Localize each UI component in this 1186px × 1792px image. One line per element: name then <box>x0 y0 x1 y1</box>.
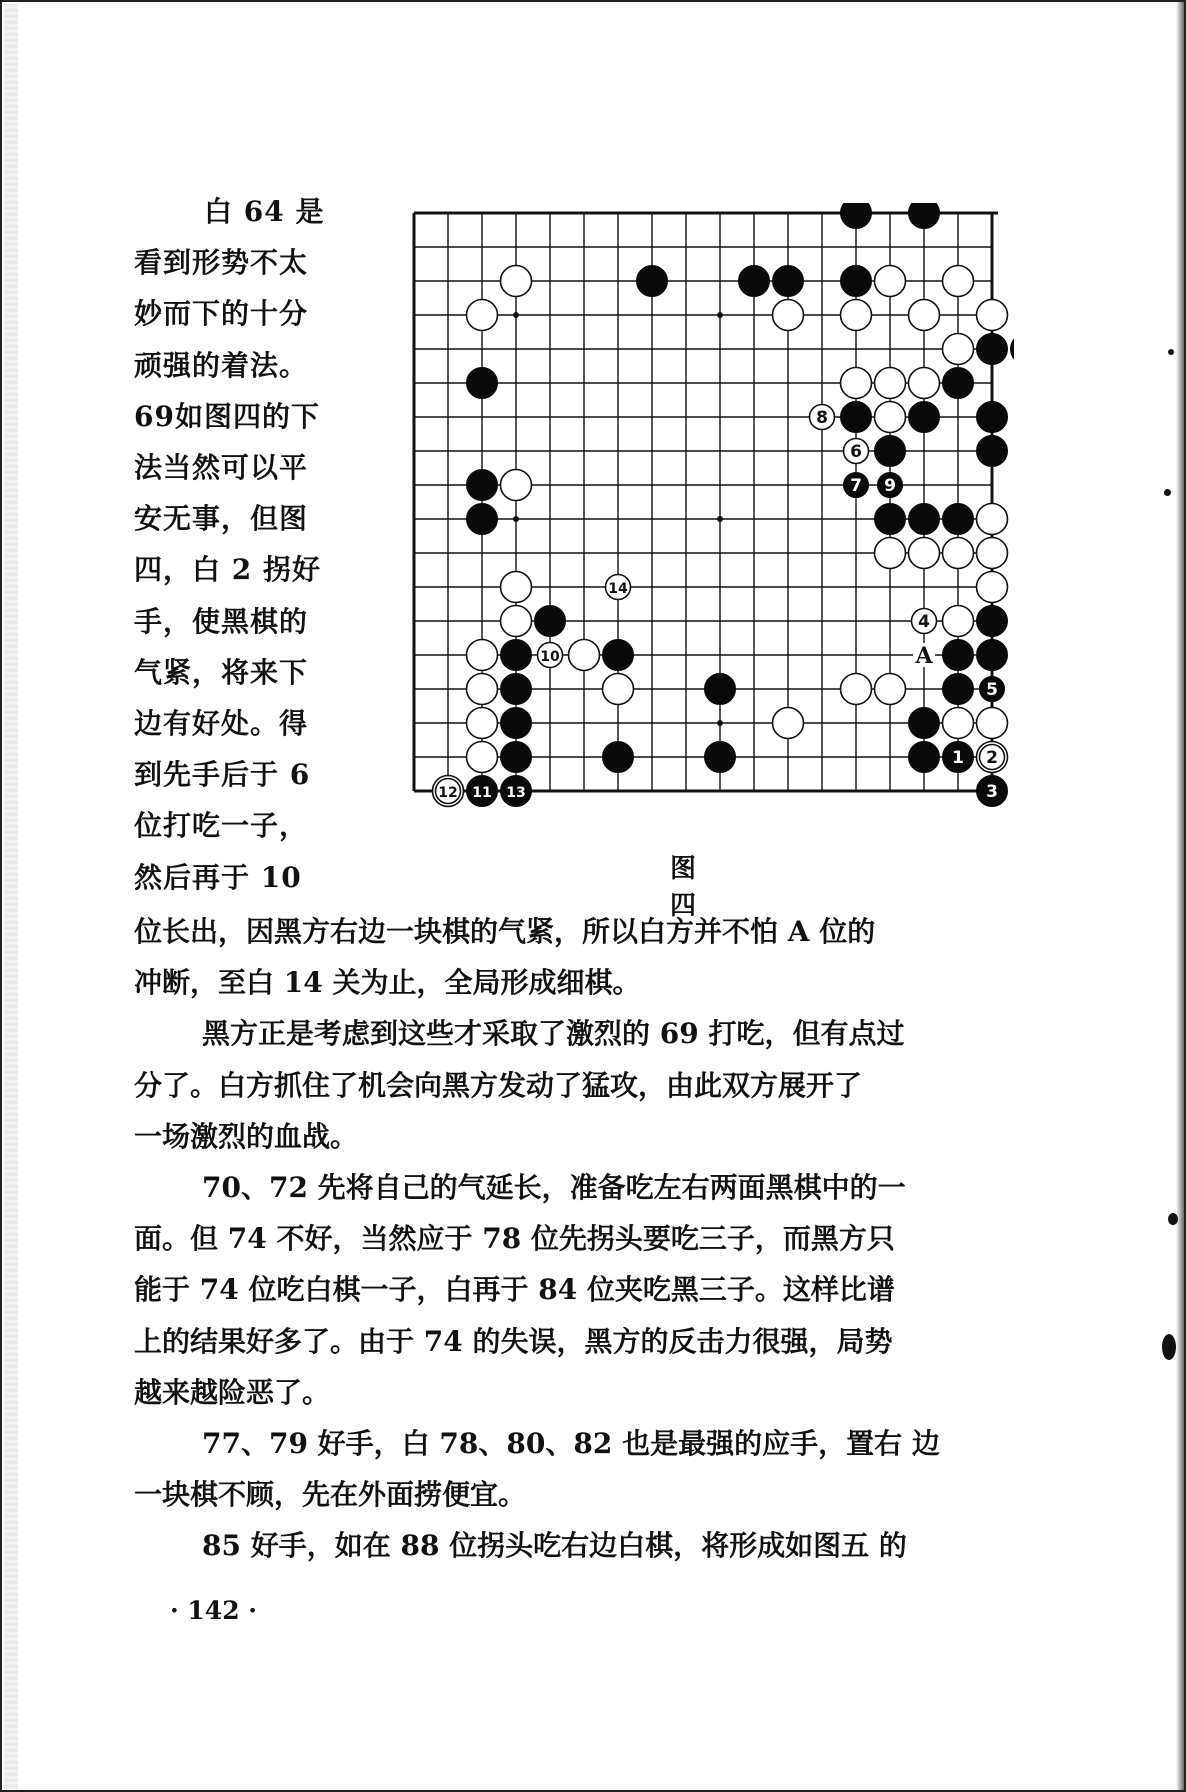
white-stone <box>909 368 940 399</box>
body-line: 越来越险恶了。 <box>134 1375 331 1409</box>
white-stone <box>467 674 498 705</box>
numbered-white-stone-label: 4 <box>918 612 930 632</box>
black-stone <box>603 640 634 671</box>
body-line: 85 好手，如在 88 位拐头吃右边白棋，将形成如图五 的 <box>202 1529 907 1563</box>
body-line: 一块棋不顾，先在外面捞便宜。 <box>134 1478 527 1512</box>
white-stone <box>501 470 532 501</box>
side-text-line: 顽强的着法。 <box>134 348 309 382</box>
numbered-white-stone-label: 8 <box>816 408 828 428</box>
black-stone <box>501 674 532 705</box>
white-stone <box>977 504 1008 535</box>
scan-speck <box>1164 489 1171 496</box>
black-stone <box>467 470 498 501</box>
white-stone <box>875 266 906 297</box>
white-stone <box>467 742 498 773</box>
black-stone <box>535 606 566 637</box>
star-point <box>513 516 519 522</box>
black-stone <box>943 674 974 705</box>
figure-caption: 图 四 <box>669 854 712 921</box>
side-text-line: 位打吃一子， <box>134 809 309 843</box>
side-text-line: 看到形势不太 <box>134 246 309 280</box>
page-number: · 142 · <box>170 1596 257 1625</box>
black-stone <box>943 368 974 399</box>
white-stone <box>909 538 940 569</box>
white-stone <box>875 368 906 399</box>
black-stone <box>467 504 498 535</box>
go-board-figure <box>386 203 1014 823</box>
black-stone <box>909 708 940 739</box>
white-stone <box>773 708 804 739</box>
black-stone <box>943 504 974 535</box>
body-line: 上的结果好多了。由于 74 的失误，黑方的反击力很强，局势 <box>134 1324 893 1358</box>
black-stone <box>943 640 974 671</box>
black-stone <box>841 203 872 229</box>
black-stone <box>909 742 940 773</box>
white-stone <box>841 300 872 331</box>
star-point <box>717 516 723 522</box>
white-stone <box>569 640 600 671</box>
white-stone <box>773 300 804 331</box>
body-line: 能于 74 位吃白棋一子，白再于 84 位夹吃黑三子。这样比谱 <box>134 1273 895 1307</box>
white-stone <box>467 708 498 739</box>
white-stone <box>501 266 532 297</box>
scan-speck <box>1168 1213 1178 1225</box>
side-text-line: 气紧，将来下 <box>134 655 309 689</box>
star-point <box>717 312 723 318</box>
body-line: 冲断，至白 14 关为止，全局形成细棋。 <box>134 966 641 1000</box>
black-stone <box>705 674 736 705</box>
white-stone <box>943 538 974 569</box>
black-stone <box>909 203 940 229</box>
numbered-black-stone-label: 3 <box>986 782 998 802</box>
white-stone <box>943 606 974 637</box>
numbered-white-stone-label: 2 <box>986 748 998 768</box>
side-text-line: 白 64 是 <box>204 195 325 228</box>
side-text-line: 手，使黑棋的 <box>134 604 309 638</box>
side-text-line: 法当然可以平 <box>134 451 309 485</box>
black-stone <box>977 436 1008 467</box>
numbered-black-stone-label: 11 <box>472 785 492 801</box>
scan-speck <box>1168 349 1174 355</box>
body-line: 分了。白方抓住了机会向黑方发动了猛攻，由此双方展开了 <box>134 1068 863 1102</box>
numbered-black-stone-label: 1 <box>952 748 964 768</box>
white-stone <box>875 402 906 433</box>
page-spine-shadow <box>4 4 18 1790</box>
white-stone <box>977 572 1008 603</box>
white-stone <box>467 300 498 331</box>
black-stone <box>501 640 532 671</box>
black-stone <box>875 504 906 535</box>
white-stone <box>501 606 532 637</box>
side-text-line: 四，白 2 拐好 <box>134 553 321 587</box>
numbered-black-stone-label: 5 <box>986 680 998 700</box>
black-stone <box>977 402 1008 433</box>
body-line: 一场激烈的血战。 <box>134 1119 359 1153</box>
black-stone <box>875 436 906 467</box>
body-line: 面。但 74 不好，当然应于 78 位先拐头要吃三子，而黑方只 <box>134 1222 895 1256</box>
white-stone <box>943 708 974 739</box>
star-point <box>513 312 519 318</box>
white-stone <box>977 708 1008 739</box>
marker-label-a: A <box>915 643 933 669</box>
black-stone <box>841 266 872 297</box>
body-line: 77、79 好手，白 78、80、82 也是最强的应手，置右 边 <box>202 1427 940 1461</box>
black-stone <box>603 742 634 773</box>
black-stone <box>909 504 940 535</box>
white-stone <box>467 640 498 671</box>
body-line: 70、72 先将自己的气延长，准备吃左右两面黑棋中的一 <box>202 1171 906 1205</box>
body-line: 黑方正是考虑到这些才采取了激烈的 69 打吃，但有点过 <box>202 1017 905 1051</box>
side-text-line: 妙而下的十分 <box>134 297 309 331</box>
side-text-line: 69如图四的下 <box>134 399 320 433</box>
white-stone <box>603 674 634 705</box>
black-stone <box>501 708 532 739</box>
numbered-white-stone-label: 12 <box>438 785 458 801</box>
black-stone <box>977 640 1008 671</box>
black-stone <box>773 266 804 297</box>
white-stone <box>875 674 906 705</box>
black-stone <box>977 334 1008 365</box>
scan-speck <box>1162 1334 1176 1360</box>
numbered-black-stone-label: 7 <box>850 476 862 496</box>
page-right-edge <box>1176 2 1184 1790</box>
white-stone <box>943 266 974 297</box>
white-stone <box>977 538 1008 569</box>
black-stone <box>705 742 736 773</box>
white-stone <box>977 300 1008 331</box>
star-point <box>717 720 723 726</box>
black-stone <box>467 368 498 399</box>
white-stone <box>841 368 872 399</box>
black-stone <box>739 266 770 297</box>
numbered-black-stone-label: 13 <box>506 785 526 801</box>
white-stone <box>841 674 872 705</box>
black-stone <box>977 606 1008 637</box>
side-text-line: 然后再于 10 <box>134 860 302 894</box>
side-text-line: 安无事，但图 <box>134 502 309 536</box>
numbered-black-stone-label: 9 <box>884 476 896 496</box>
black-stone <box>841 402 872 433</box>
black-stone <box>501 742 532 773</box>
numbered-white-stone-label: 10 <box>540 649 560 665</box>
black-stone <box>909 402 940 433</box>
side-column-text <box>134 186 339 903</box>
white-stone <box>501 572 532 603</box>
body-line: 位长出，因黑方右边一块棋的气紧，所以白方并不怕 A 位的 <box>134 915 876 948</box>
white-stone <box>875 538 906 569</box>
numbered-white-stone-label: 6 <box>850 442 862 462</box>
white-stone <box>909 300 940 331</box>
numbered-white-stone-label: 14 <box>608 581 628 597</box>
black-stone <box>637 266 668 297</box>
white-stone <box>943 334 974 365</box>
black-stone <box>1011 334 1015 365</box>
side-text-line: 到先手后于 6 <box>134 758 311 792</box>
side-text-line: 边有好处。得 <box>134 707 309 741</box>
body-text <box>134 906 1014 1572</box>
